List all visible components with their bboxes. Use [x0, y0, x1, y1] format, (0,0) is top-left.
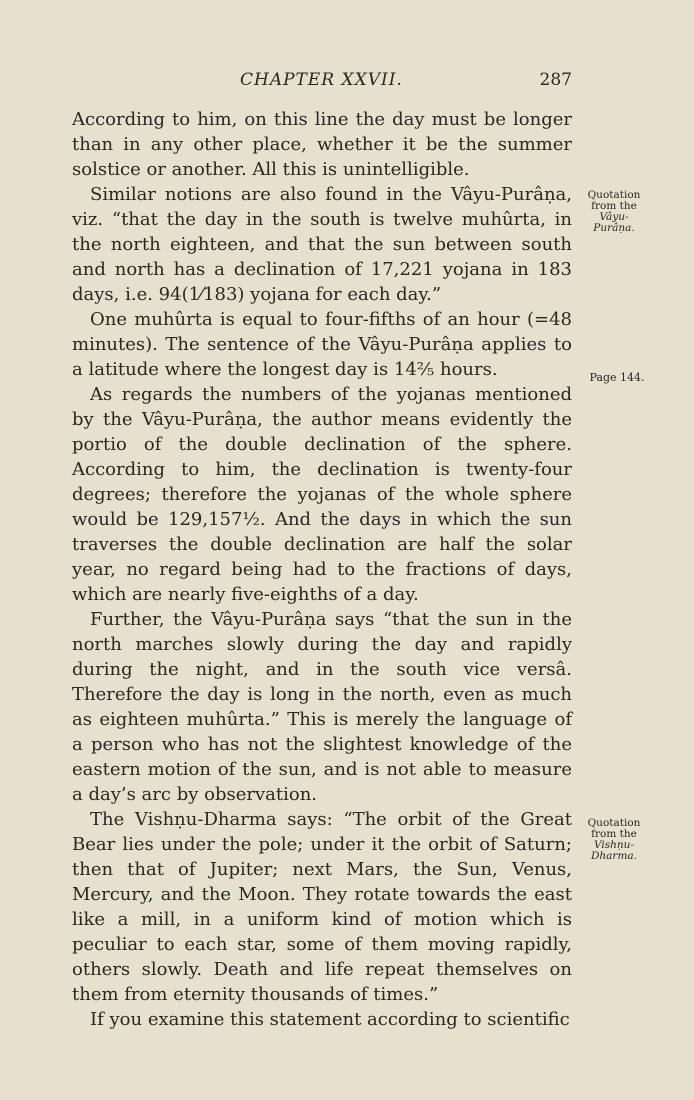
paragraph-5: Further, the Vâyu-Purâṇa says “that the sun in the north marches slowly during the day and rapidly during the night, and in the south vice versâ. Therefore the day is long in the north, even as much as eighteen muhûrta.” This is merely the language of a person who has not the slightest knowledge of the eastern motion of the sun, and is not able to measure a day’s arc by observation.	[72, 609, 572, 805]
margin-note-line: Vishṇu-	[594, 839, 634, 851]
margin-note-page-ref: Page 144.	[589, 371, 645, 384]
paragraph-1: According to him, on this line the day must be longer than in any other place, whether it be the summer solstice or another. All this is unintelligible.	[72, 109, 572, 180]
paragraph-6: The Vishṇu-Dharma says: “The orbit of the Great Bear lies under the pole; under it the orbit of Saturn; then that of Jupiter; next Mars, the Sun, Venus, Mercury, and the Moon. They rotate towards the east like a mill, in a uniform kind of motion which is peculiar to each star, some of them moving rapidly, others slowly. Death and life repeat themselves on them from eternity thousands of times.”	[72, 809, 572, 1005]
paragraph-3: One muhûrta is equal to four-fifths of an hour (=48 minutes). The sentence of the Vâyu-Purâṇa applies to a latitude where the longest day is 14⅖ hours.	[72, 309, 572, 380]
margin-note-line: Purâṇa.	[593, 222, 635, 234]
margin-note-line: Quotation	[587, 817, 641, 829]
paragraph-2: Similar notions are also found in the Vâyu-Purâṇa, viz. “that the day in the south is twelve muhûrta, in the north eighteen, and that the sun between south and north has a declination of 17,221 yojana in 183 days, i.e. 94(1⁄183) yojana for each day.”	[72, 184, 572, 305]
margin-note-line: Dharma.	[590, 850, 637, 862]
margin-note-line: Vâyu-	[599, 211, 629, 223]
margin-note-vayu-purana	[579, 190, 649, 234]
page-number: 287	[539, 70, 572, 90]
paragraph-4: As regards the numbers of the yojanas mentioned by the Vâyu-Purâṇa, the author means evidently the portio of the double declination of the sphere. According to him, the declination is twenty-four degrees; therefore the yojanas of the whole sphere would be 129,157½. And the days in which the sun traverses the double declination are half the solar year, no regard being had to the fractions of days, which are nearly five-eighths of a day.	[72, 384, 572, 605]
margin-note-vishnu-dharma	[579, 818, 649, 862]
margin-note-line: from the	[591, 828, 637, 840]
body-text	[72, 107, 572, 1032]
chapter-heading: CHAPTER XXVII.	[240, 70, 403, 90]
paragraph-7: If you examine this statement according to scientific	[90, 1009, 570, 1030]
running-head	[72, 70, 572, 96]
margin-note-line: Quotation	[587, 189, 641, 201]
margin-note-line: from the	[591, 200, 637, 212]
